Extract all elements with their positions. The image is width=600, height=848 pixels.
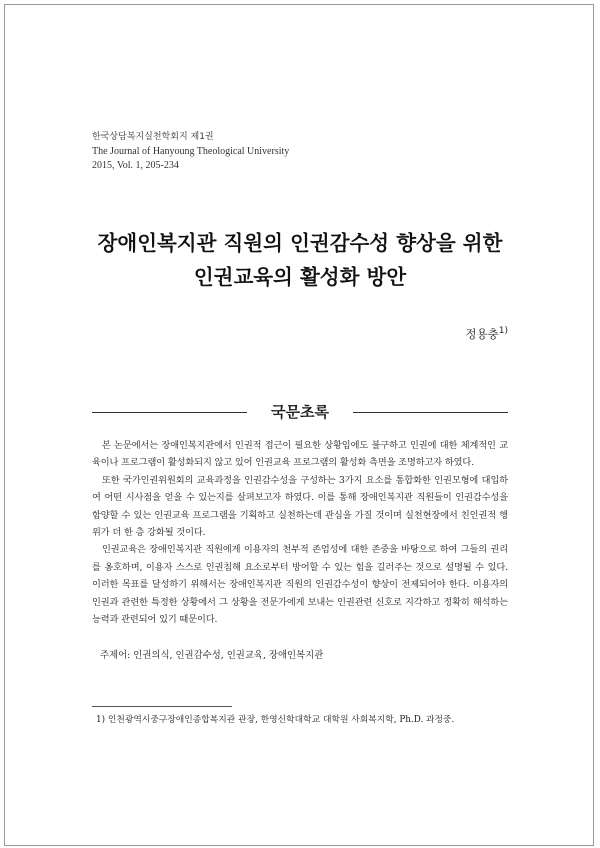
footnote: 1) 인천광역시중구장애인종합복지관 관장, 한영신학대학교 대학원 사회복지학, Ph.D. 과정중. bbox=[96, 715, 455, 725]
heading-rule-right bbox=[353, 412, 508, 413]
journal-name-english: The Journal of Hanyoung Theological University bbox=[92, 145, 290, 157]
abstract-heading bbox=[92, 400, 508, 424]
abstract-heading-label: 국문초록 bbox=[271, 403, 329, 421]
footnote-rule bbox=[92, 706, 232, 707]
title-line-2: 인권교육의 활성화 방안 bbox=[193, 265, 407, 289]
author-name: 정용충 bbox=[465, 327, 499, 341]
abstract-paragraph-1: 본 논문에서는 장애인복지관에서 인권적 접근이 필요한 상황임에도 불구하고 인권에 대한 체계적인 교육이나 프로그램이 활성화되지 않고 있어 인권교육 프로그램의 활성화 측면을 조명하고자 하였다. bbox=[92, 440, 508, 469]
abstract-paragraph-3: 인권교육은 장애인복지관 직원에게 이용자의 천부적 존엄성에 대한 존중을 바탕으로 하여 그들의 권리를 옹호하며, 이용자 스스로 인권침해 요소로부터 방어할 수 있는 힘을 길러주는 것으로 설명될 수 있다. 이러한 목표를 달성하기 위해서는 장애인복지관 직원의 인권감수성이 향상이 전제되어야 한다. 이용자의 인권과 관련한 특정한 상황에서 그 상황을 전문가에게 보내는 인권관련 신호로 지각하고 정확히 해석하는 능력과 관련되어 있기 때문이다. bbox=[92, 544, 508, 626]
journal-name-korean: 한국상담복지실천학회지 제1권 bbox=[92, 132, 214, 142]
author-footnote-mark: 1) bbox=[498, 326, 508, 337]
journal-header bbox=[92, 130, 289, 174]
paper-title bbox=[60, 226, 540, 294]
abstract-paragraph-2: 또한 국가인권위원회의 교육과정을 인권감수성을 구성하는 3가지 요소를 통합화한 인권모형에 대입하여 어떤 시사점을 얻을 수 있는지를 살펴보고자 하였다. 이를 통해 장애인복지관 직원들이 인권감수성을 함양할 수 있는 인권교육 프로그램을 기획하고 실천하는데 관심을 가질 것이며 실천현장에서 친인권적 행위가 더 한 층 강화될 것이다. bbox=[92, 474, 508, 539]
title-line-1: 장애인복지관 직원의 인권감수성 향상을 위한 bbox=[97, 231, 503, 255]
author bbox=[465, 326, 508, 342]
keywords: 주제어: 인권의식, 인권감수성, 인권교육, 장애인복지관 bbox=[100, 650, 324, 661]
abstract-body bbox=[92, 437, 508, 628]
journal-volume: 2015, Vol. 1, 205-234 bbox=[92, 160, 179, 171]
